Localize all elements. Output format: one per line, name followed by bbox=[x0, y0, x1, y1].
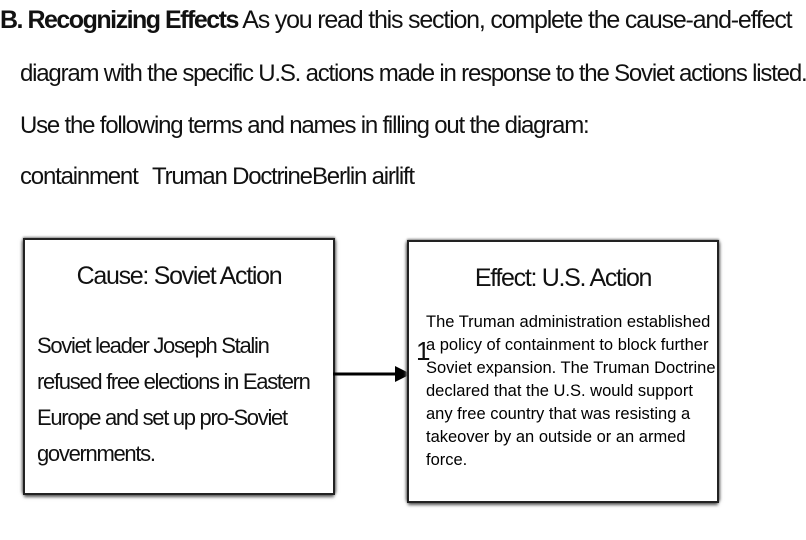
section-label: B. Recognizing Effects bbox=[0, 6, 238, 34]
term-truman-doctrine: Truman Doctrine bbox=[152, 163, 312, 190]
cause-box bbox=[23, 238, 335, 495]
cause-text: Soviet leader Joseph Stalin refused free elections in Eastern Europe and set up pro-Soviet governments. bbox=[37, 333, 310, 466]
instructions-line-2: Use the following terms and names in filling out the diagram: bbox=[20, 112, 589, 139]
effect-answer-text[interactable]: The Truman administration established a policy of containment to block further Soviet expansion. The Truman Doctrine declared that the U.S. would support any free country that was resisting a takeover by an outside or an armed force. bbox=[426, 313, 716, 469]
term-berlin-airlift: Berlin airlift bbox=[312, 163, 414, 190]
answer-number: 1 bbox=[416, 336, 431, 366]
section-intro: As you read this section, complete the cause-and-effect bbox=[242, 6, 792, 34]
cause-title: Cause: Soviet Action bbox=[76, 262, 282, 290]
arrow-right-icon bbox=[333, 362, 413, 386]
section-heading bbox=[0, 6, 791, 35]
instructions-line-1: diagram with the specific U.S. actions made in response to the Soviet actions listed. bbox=[20, 60, 806, 87]
effect-title: Effect: U.S. Action bbox=[474, 264, 652, 292]
term-containment: containment bbox=[20, 163, 138, 190]
